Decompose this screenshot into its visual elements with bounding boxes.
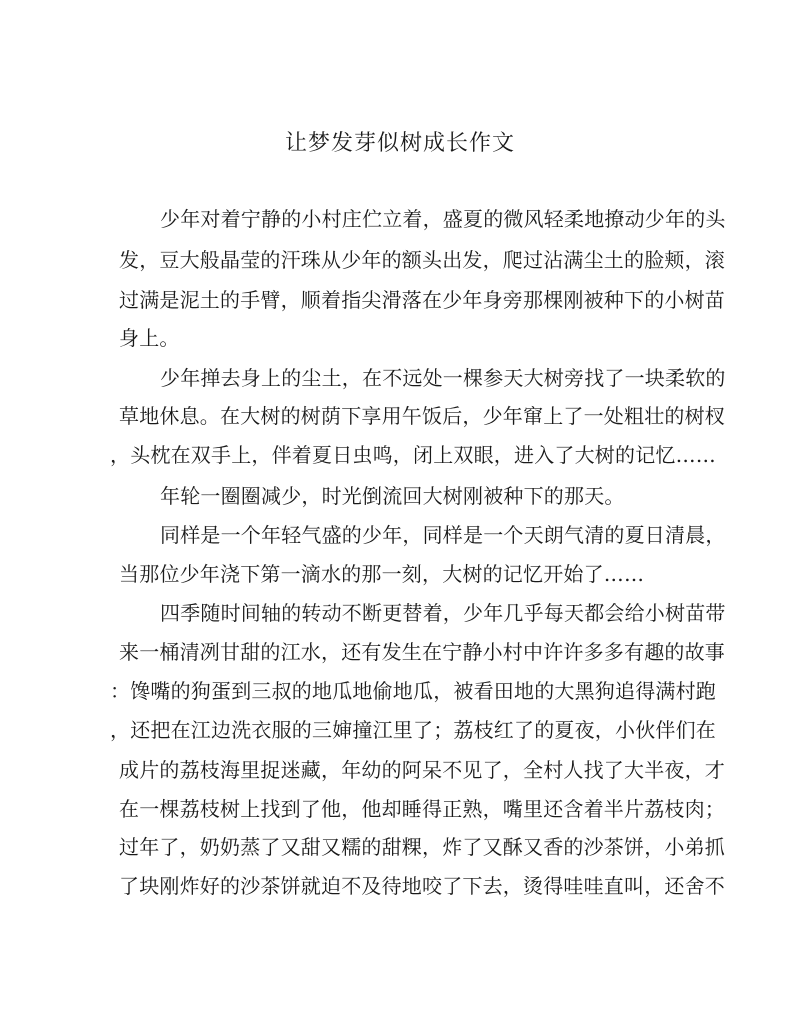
text-line: 少年掸去身上的尘土，在不远处一棵参天大树旁找了一块柔软的 [160,366,726,390]
text-line: 过年了，奶奶蒸了又甜又糯的甜粿，炸了又酥又香的沙茶饼，小弟抓 [119,835,725,859]
text-line: 草地休息。在大树的树荫下享用午饭后，少年窜上了一处粗壮的树杈 [119,404,725,428]
text-line: 同样是一个年轻气盛的少年，同样是一个天朗气清的夏日清晨， [160,523,726,547]
text-line: 少年对着宁静的小村庄伫立着，盛夏的微风轻柔地撩动少年的头 [160,207,726,231]
text-line: 年轮一圈圈减少，时光倒流回大树刚被种下的那天。 [160,484,625,508]
text-line: ，头枕在双手上，伴着夏日虫鸣，闭上双眼，进入了大树的记忆…… [110,443,716,467]
text-line: 过满是泥土的手臂，顺着指尖滑落在少年身旁那棵刚被种下的小树苗 [119,288,725,312]
text-line: 成片的荔枝海里捉迷藏，年幼的阿呆不见了，全村人找了大半夜，才 [119,758,725,782]
text-line: 了块刚炸好的沙茶饼就迫不及待地咬了下去，烫得哇哇直叫，还舍不 [119,874,725,898]
text-line: ：馋嘴的狗蛋到三叔的地瓜地偷地瓜，被看田地的大黑狗追得满村跑 [110,679,716,703]
document-title: 让梦发芽似树成长作文 [284,131,515,156]
text-line: 来一桶清冽甘甜的江水，还有发生在宁静小村中许许多多有趣的故事 [119,640,725,664]
text-line: 在一棵荔枝树上找到了他，他却睡得正熟，嘴里还含着半片荔枝肉； [119,797,725,821]
text-line: 发，豆大般晶莹的汗珠从少年的额头出发，爬过沾满尘土的脸颊，滚 [119,248,725,272]
text-line: ，还把在江边洗衣服的三婶撞江里了；荔枝红了的夏夜，小伙伴们在 [110,718,716,742]
text-line: 当那位少年浇下第一滴水的那一刻，大树的记忆开始了…… [119,562,645,586]
text-line: 四季随时间轴的转动不断更替着，少年几乎每天都会给小树苗带 [160,601,726,625]
text-line: 身上。 [119,326,180,350]
